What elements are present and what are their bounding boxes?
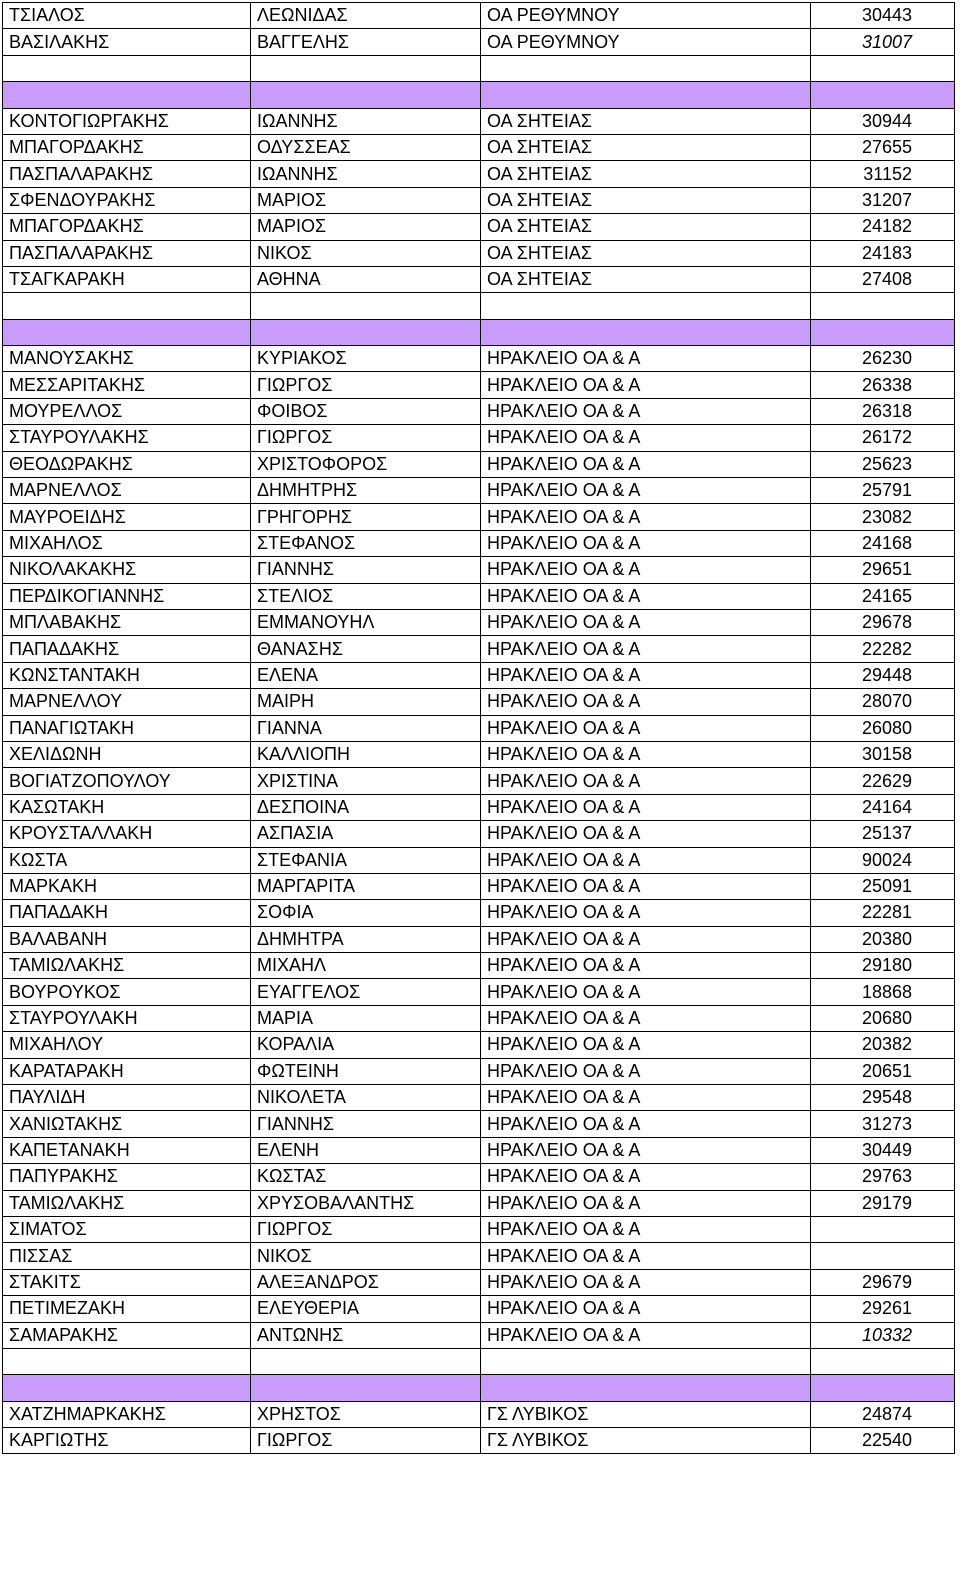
id-cell: 20380 bbox=[811, 926, 955, 952]
club-cell: ΗΡΑΚΛΕΙΟ ΟΑ & Α bbox=[481, 346, 811, 372]
club-cell: ΗΡΑΚΛΕΙΟ ΟΑ & Α bbox=[481, 715, 811, 741]
table-row bbox=[3, 372, 955, 398]
id-cell: 29651 bbox=[811, 557, 955, 583]
table-row bbox=[3, 821, 955, 847]
id-cell: 31007 bbox=[811, 29, 955, 55]
table-row bbox=[3, 1322, 955, 1348]
club-cell: ΗΡΑΚΛΕΙΟ ΟΑ & Α bbox=[481, 662, 811, 688]
club-cell: ΗΡΑΚΛΕΙΟ ΟΑ & Α bbox=[481, 398, 811, 424]
first-name-cell: ΣΟΦΙΑ bbox=[251, 900, 481, 926]
club-cell bbox=[481, 319, 811, 345]
club-cell: ΗΡΑΚΛΕΙΟ ΟΑ & Α bbox=[481, 583, 811, 609]
id-cell: 90024 bbox=[811, 847, 955, 873]
first-name-cell bbox=[251, 82, 481, 108]
club-cell: ΗΡΑΚΛΕΙΟ ΟΑ & Α bbox=[481, 741, 811, 767]
table-row bbox=[3, 768, 955, 794]
club-cell: ΗΡΑΚΛΕΙΟ ΟΑ & Α bbox=[481, 768, 811, 794]
id-cell bbox=[811, 1375, 955, 1401]
first-name-cell: ΓΙΑΝΝΗΣ bbox=[251, 557, 481, 583]
id-cell: 29448 bbox=[811, 662, 955, 688]
club-cell: ΗΡΑΚΛΕΙΟ ΟΑ & Α bbox=[481, 1058, 811, 1084]
table-row bbox=[3, 214, 955, 240]
first-name-cell: ΓΙΩΡΓΟΣ bbox=[251, 372, 481, 398]
first-name-cell: ΑΘΗΝΑ bbox=[251, 266, 481, 292]
table-row bbox=[3, 425, 955, 451]
surname-cell: ΝΙΚΟΛΑΚΑΚΗΣ bbox=[3, 557, 251, 583]
club-cell: ΗΡΑΚΛΕΙΟ ΟΑ & Α bbox=[481, 1216, 811, 1242]
table-row bbox=[3, 794, 955, 820]
club-cell: ΗΡΑΚΛΕΙΟ ΟΑ & Α bbox=[481, 504, 811, 530]
surname-cell: ΚΑΡΓΙΩΤΗΣ bbox=[3, 1428, 251, 1454]
first-name-cell: ΦΟΙΒΟΣ bbox=[251, 398, 481, 424]
id-cell: 26230 bbox=[811, 346, 955, 372]
first-name-cell: ΙΩΑΝΝΗΣ bbox=[251, 161, 481, 187]
surname-cell: ΠΑΣΠΑΛΑΡΑΚΗΣ bbox=[3, 240, 251, 266]
club-cell: ΗΡΑΚΛΕΙΟ ΟΑ & Α bbox=[481, 847, 811, 873]
table-row bbox=[3, 583, 955, 609]
table-row bbox=[3, 662, 955, 688]
surname-cell: ΚΩΝΣΤΑΝΤΑΚΗ bbox=[3, 662, 251, 688]
first-name-cell: ΟΔΥΣΣΕΑΣ bbox=[251, 134, 481, 160]
id-cell: 25623 bbox=[811, 451, 955, 477]
club-cell: ΗΡΑΚΛΕΙΟ ΟΑ & Α bbox=[481, 873, 811, 899]
surname-cell: ΜΑΡΚΑΚΗ bbox=[3, 873, 251, 899]
club-cell: ΗΡΑΚΛΕΙΟ ΟΑ & Α bbox=[481, 636, 811, 662]
first-name-cell bbox=[251, 55, 481, 81]
id-cell: 22282 bbox=[811, 636, 955, 662]
table-row bbox=[3, 715, 955, 741]
surname-cell: ΣΑΜΑΡΑΚΗΣ bbox=[3, 1322, 251, 1348]
club-cell bbox=[481, 55, 811, 81]
first-name-cell: ΓΡΗΓΟΡΗΣ bbox=[251, 504, 481, 530]
club-cell: ΗΡΑΚΛΕΙΟ ΟΑ & Α bbox=[481, 1137, 811, 1163]
id-cell bbox=[811, 1216, 955, 1242]
id-cell: 25137 bbox=[811, 821, 955, 847]
table-row bbox=[3, 1164, 955, 1190]
surname-cell: ΜΠΑΓΟΡΔΑΚΗΣ bbox=[3, 134, 251, 160]
id-cell: 29261 bbox=[811, 1296, 955, 1322]
club-cell: ΗΡΑΚΛΕΙΟ ΟΑ & Α bbox=[481, 926, 811, 952]
table-row bbox=[3, 1216, 955, 1242]
first-name-cell bbox=[251, 293, 481, 319]
table-row bbox=[3, 240, 955, 266]
id-cell: 30449 bbox=[811, 1137, 955, 1163]
group-separator-row bbox=[3, 319, 955, 345]
club-cell: ΟΑ ΣΗΤΕΙΑΣ bbox=[481, 266, 811, 292]
surname-cell: ΚΟΝΤΟΓΙΩΡΓΑΚΗΣ bbox=[3, 108, 251, 134]
table-row bbox=[3, 398, 955, 424]
first-name-cell: ΘΑΝΑΣΗΣ bbox=[251, 636, 481, 662]
table-row bbox=[3, 847, 955, 873]
id-cell bbox=[811, 1348, 955, 1374]
first-name-cell: ΧΡΙΣΤΟΦΟΡΟΣ bbox=[251, 451, 481, 477]
id-cell: 26318 bbox=[811, 398, 955, 424]
table-row bbox=[3, 689, 955, 715]
surname-cell: ΚΑΣΩΤΑΚΗ bbox=[3, 794, 251, 820]
id-cell: 26080 bbox=[811, 715, 955, 741]
surname-cell: ΒΟΥΡΟΥΚΟΣ bbox=[3, 979, 251, 1005]
club-cell: ΗΡΑΚΛΕΙΟ ΟΑ & Α bbox=[481, 794, 811, 820]
table-row bbox=[3, 1085, 955, 1111]
id-cell: 29179 bbox=[811, 1190, 955, 1216]
club-cell: ΗΡΑΚΛΕΙΟ ΟΑ & Α bbox=[481, 979, 811, 1005]
first-name-cell: ΑΛΕΞΑΝΔΡΟΣ bbox=[251, 1269, 481, 1295]
club-cell: ΗΡΑΚΛΕΙΟ ΟΑ & Α bbox=[481, 1243, 811, 1269]
id-cell: 20680 bbox=[811, 1005, 955, 1031]
surname-cell: ΣΤΑΥΡΟΥΛΑΚΗΣ bbox=[3, 425, 251, 451]
first-name-cell: ΚΥΡΙΑΚΟΣ bbox=[251, 346, 481, 372]
group-separator-row bbox=[3, 82, 955, 108]
club-cell: ΟΑ ΣΗΤΕΙΑΣ bbox=[481, 187, 811, 213]
id-cell: 29548 bbox=[811, 1085, 955, 1111]
table-row bbox=[3, 3, 955, 29]
surname-cell bbox=[3, 293, 251, 319]
first-name-cell: ΓΙΩΡΓΟΣ bbox=[251, 1216, 481, 1242]
table-row bbox=[3, 504, 955, 530]
id-cell: 24183 bbox=[811, 240, 955, 266]
club-cell: ΓΣ ΛΥΒΙΚΟΣ bbox=[481, 1401, 811, 1427]
surname-cell: ΜΑΡΝΕΛΛΟΥ bbox=[3, 689, 251, 715]
first-name-cell: ΕΜΜΑΝΟΥΗΛ bbox=[251, 609, 481, 635]
first-name-cell bbox=[251, 1375, 481, 1401]
first-name-cell: ΦΩΤΕΙΝΗ bbox=[251, 1058, 481, 1084]
athlete-table bbox=[2, 2, 955, 1454]
surname-cell: ΜΠΑΓΟΡΔΑΚΗΣ bbox=[3, 214, 251, 240]
table-row bbox=[3, 346, 955, 372]
club-cell bbox=[481, 1348, 811, 1374]
club-cell: ΗΡΑΚΛΕΙΟ ΟΑ & Α bbox=[481, 900, 811, 926]
surname-cell: ΠΑΠΑΔΑΚΗΣ bbox=[3, 636, 251, 662]
club-cell: ΗΡΑΚΛΕΙΟ ΟΑ & Α bbox=[481, 1322, 811, 1348]
id-cell bbox=[811, 1243, 955, 1269]
first-name-cell: ΕΛΕΝΑ bbox=[251, 662, 481, 688]
club-cell: ΟΑ ΡΕΘΥΜΝΟΥ bbox=[481, 29, 811, 55]
id-cell: 22540 bbox=[811, 1428, 955, 1454]
table-row bbox=[3, 557, 955, 583]
surname-cell: ΜΠΛΑΒΑΚΗΣ bbox=[3, 609, 251, 635]
club-cell: ΗΡΑΚΛΕΙΟ ΟΑ & Α bbox=[481, 821, 811, 847]
id-cell: 28070 bbox=[811, 689, 955, 715]
table-row bbox=[3, 873, 955, 899]
id-cell: 31273 bbox=[811, 1111, 955, 1137]
first-name-cell: ΚΑΛΛΙΟΠΗ bbox=[251, 741, 481, 767]
id-cell: 31152 bbox=[811, 161, 955, 187]
club-cell bbox=[481, 293, 811, 319]
surname-cell: ΤΑΜΙΩΛΑΚΗΣ bbox=[3, 1190, 251, 1216]
club-cell: ΟΑ ΣΗΤΕΙΑΣ bbox=[481, 240, 811, 266]
table-row bbox=[3, 953, 955, 979]
id-cell: 24165 bbox=[811, 583, 955, 609]
surname-cell: ΣΤΑΚΙΤΣ bbox=[3, 1269, 251, 1295]
id-cell: 25791 bbox=[811, 478, 955, 504]
first-name-cell: ΓΙΑΝΝΑ bbox=[251, 715, 481, 741]
blank-row bbox=[3, 1348, 955, 1374]
first-name-cell: ΕΥΑΓΓΕΛΟΣ bbox=[251, 979, 481, 1005]
club-cell: ΗΡΑΚΛΕΙΟ ΟΑ & Α bbox=[481, 1164, 811, 1190]
id-cell: 22629 bbox=[811, 768, 955, 794]
table-row bbox=[3, 1401, 955, 1427]
first-name-cell: ΕΛΕΥΘΕΡΙΑ bbox=[251, 1296, 481, 1322]
club-cell: ΟΑ ΣΗΤΕΙΑΣ bbox=[481, 161, 811, 187]
surname-cell: ΚΑΠΕΤΑΝΑΚΗ bbox=[3, 1137, 251, 1163]
table-row bbox=[3, 926, 955, 952]
surname-cell bbox=[3, 55, 251, 81]
id-cell: 27408 bbox=[811, 266, 955, 292]
table-row bbox=[3, 1058, 955, 1084]
surname-cell: ΜΕΣΣΑΡΙΤΑΚΗΣ bbox=[3, 372, 251, 398]
table-row bbox=[3, 187, 955, 213]
id-cell bbox=[811, 293, 955, 319]
first-name-cell: ΜΑΙΡΗ bbox=[251, 689, 481, 715]
id-cell: 30158 bbox=[811, 741, 955, 767]
surname-cell: ΤΣΙΑΛΟΣ bbox=[3, 3, 251, 29]
id-cell: 24182 bbox=[811, 214, 955, 240]
table-row bbox=[3, 979, 955, 1005]
club-cell: ΗΡΑΚΛΕΙΟ ΟΑ & Α bbox=[481, 372, 811, 398]
id-cell: 24168 bbox=[811, 530, 955, 556]
surname-cell: ΠΙΣΣΑΣ bbox=[3, 1243, 251, 1269]
first-name-cell bbox=[251, 319, 481, 345]
surname-cell: ΧΑΝΙΩΤΑΚΗΣ bbox=[3, 1111, 251, 1137]
first-name-cell: ΜΑΡΙΟΣ bbox=[251, 187, 481, 213]
id-cell: 29679 bbox=[811, 1269, 955, 1295]
table-row bbox=[3, 530, 955, 556]
club-cell: ΗΡΑΚΛΕΙΟ ΟΑ & Α bbox=[481, 1005, 811, 1031]
first-name-cell: ΝΙΚΟΣ bbox=[251, 240, 481, 266]
surname-cell: ΚΩΣΤΑ bbox=[3, 847, 251, 873]
first-name-cell: ΜΑΡΙΑ bbox=[251, 1005, 481, 1031]
club-cell: ΗΡΑΚΛΕΙΟ ΟΑ & Α bbox=[481, 530, 811, 556]
surname-cell: ΣΦΕΝΔΟΥΡΑΚΗΣ bbox=[3, 187, 251, 213]
table-row bbox=[3, 900, 955, 926]
club-cell: ΓΣ ΛΥΒΙΚΟΣ bbox=[481, 1428, 811, 1454]
id-cell bbox=[811, 82, 955, 108]
id-cell: 10332 bbox=[811, 1322, 955, 1348]
club-cell: ΗΡΑΚΛΕΙΟ ΟΑ & Α bbox=[481, 689, 811, 715]
table-row bbox=[3, 1005, 955, 1031]
surname-cell bbox=[3, 319, 251, 345]
surname-cell: ΒΑΛΑΒΑΝΗ bbox=[3, 926, 251, 952]
first-name-cell: ΜΑΡΙΟΣ bbox=[251, 214, 481, 240]
first-name-cell bbox=[251, 1348, 481, 1374]
club-cell bbox=[481, 82, 811, 108]
id-cell: 24164 bbox=[811, 794, 955, 820]
id-cell bbox=[811, 55, 955, 81]
surname-cell: ΣΙΜΑΤΟΣ bbox=[3, 1216, 251, 1242]
table-row bbox=[3, 29, 955, 55]
first-name-cell: ΣΤΕΦΑΝΙΑ bbox=[251, 847, 481, 873]
first-name-cell: ΒΑΓΓΕΛΗΣ bbox=[251, 29, 481, 55]
id-cell: 29763 bbox=[811, 1164, 955, 1190]
club-cell: ΗΡΑΚΛΕΙΟ ΟΑ & Α bbox=[481, 1190, 811, 1216]
id-cell: 22281 bbox=[811, 900, 955, 926]
first-name-cell: ΕΛΕΝΗ bbox=[251, 1137, 481, 1163]
table-row bbox=[3, 1243, 955, 1269]
surname-cell: ΠΕΤΙΜΕΖΑΚΗ bbox=[3, 1296, 251, 1322]
first-name-cell: ΝΙΚΟΛΕΤΑ bbox=[251, 1085, 481, 1111]
surname-cell: ΠΑΝΑΓΙΩΤΑΚΗ bbox=[3, 715, 251, 741]
id-cell: 31207 bbox=[811, 187, 955, 213]
first-name-cell: ΣΤΕΦΑΝΟΣ bbox=[251, 530, 481, 556]
id-cell: 29180 bbox=[811, 953, 955, 979]
surname-cell: ΜΙΧΑΗΛΟΥ bbox=[3, 1032, 251, 1058]
table-row bbox=[3, 108, 955, 134]
club-cell: ΗΡΑΚΛΕΙΟ ΟΑ & Α bbox=[481, 1085, 811, 1111]
table-row bbox=[3, 1032, 955, 1058]
club-cell: ΟΑ ΣΗΤΕΙΑΣ bbox=[481, 134, 811, 160]
table-row bbox=[3, 636, 955, 662]
surname-cell: ΒΟΓΙΑΤΖΟΠΟΥΛΟΥ bbox=[3, 768, 251, 794]
surname-cell: ΤΑΜΙΩΛΑΚΗΣ bbox=[3, 953, 251, 979]
first-name-cell: ΧΡΗΣΤΟΣ bbox=[251, 1401, 481, 1427]
surname-cell: ΚΑΡΑΤΑΡΑΚΗ bbox=[3, 1058, 251, 1084]
table-row bbox=[3, 134, 955, 160]
surname-cell: ΧΑΤΖΗΜΑΡΚΑΚΗΣ bbox=[3, 1401, 251, 1427]
surname-cell: ΠΑΠΥΡΑΚΗΣ bbox=[3, 1164, 251, 1190]
club-cell: ΗΡΑΚΛΕΙΟ ΟΑ & Α bbox=[481, 1111, 811, 1137]
club-cell: ΗΡΑΚΛΕΙΟ ΟΑ & Α bbox=[481, 1296, 811, 1322]
table-row bbox=[3, 609, 955, 635]
first-name-cell: ΓΙΩΡΓΟΣ bbox=[251, 1428, 481, 1454]
table-row bbox=[3, 266, 955, 292]
table-row bbox=[3, 1137, 955, 1163]
first-name-cell: ΜΑΡΓΑΡΙΤΑ bbox=[251, 873, 481, 899]
club-cell: ΗΡΑΚΛΕΙΟ ΟΑ & Α bbox=[481, 425, 811, 451]
id-cell: 27655 bbox=[811, 134, 955, 160]
surname-cell: ΣΤΑΥΡΟΥΛΑΚΗ bbox=[3, 1005, 251, 1031]
id-cell: 30443 bbox=[811, 3, 955, 29]
surname-cell: ΜΙΧΑΗΛΟΣ bbox=[3, 530, 251, 556]
id-cell: 26172 bbox=[811, 425, 955, 451]
club-cell: ΗΡΑΚΛΕΙΟ ΟΑ & Α bbox=[481, 478, 811, 504]
first-name-cell: ΚΟΡΑΛΙΑ bbox=[251, 1032, 481, 1058]
table-body bbox=[3, 3, 955, 1454]
id-cell: 20651 bbox=[811, 1058, 955, 1084]
surname-cell bbox=[3, 1348, 251, 1374]
id-cell: 20382 bbox=[811, 1032, 955, 1058]
id-cell: 24874 bbox=[811, 1401, 955, 1427]
table-row bbox=[3, 741, 955, 767]
surname-cell: ΜΟΥΡΕΛΛΟΣ bbox=[3, 398, 251, 424]
group-separator-row bbox=[3, 1375, 955, 1401]
id-cell: 18868 bbox=[811, 979, 955, 1005]
surname-cell: ΠΑΠΑΔΑΚΗ bbox=[3, 900, 251, 926]
first-name-cell: ΔΗΜΗΤΡΑ bbox=[251, 926, 481, 952]
blank-row bbox=[3, 293, 955, 319]
table-row bbox=[3, 451, 955, 477]
table-row bbox=[3, 1111, 955, 1137]
id-cell: 29678 bbox=[811, 609, 955, 635]
first-name-cell: ΛΕΩΝΙΔΑΣ bbox=[251, 3, 481, 29]
club-cell: ΟΑ ΣΗΤΕΙΑΣ bbox=[481, 214, 811, 240]
table-row bbox=[3, 1190, 955, 1216]
club-cell: ΗΡΑΚΛΕΙΟ ΟΑ & Α bbox=[481, 557, 811, 583]
surname-cell bbox=[3, 1375, 251, 1401]
blank-row bbox=[3, 55, 955, 81]
first-name-cell: ΣΤΕΛΙΟΣ bbox=[251, 583, 481, 609]
first-name-cell: ΝΙΚΟΣ bbox=[251, 1243, 481, 1269]
first-name-cell: ΔΕΣΠΟΙΝΑ bbox=[251, 794, 481, 820]
table-row bbox=[3, 478, 955, 504]
first-name-cell: ΜΙΧΑΗΛ bbox=[251, 953, 481, 979]
club-cell: ΟΑ ΡΕΘΥΜΝΟΥ bbox=[481, 3, 811, 29]
surname-cell: ΜΑΥΡΟΕΙΔΗΣ bbox=[3, 504, 251, 530]
first-name-cell: ΑΣΠΑΣΙΑ bbox=[251, 821, 481, 847]
club-cell: ΗΡΑΚΛΕΙΟ ΟΑ & Α bbox=[481, 609, 811, 635]
id-cell: 26338 bbox=[811, 372, 955, 398]
club-cell: ΗΡΑΚΛΕΙΟ ΟΑ & Α bbox=[481, 451, 811, 477]
table-row bbox=[3, 1428, 955, 1454]
surname-cell: ΘΕΟΔΩΡΑΚΗΣ bbox=[3, 451, 251, 477]
first-name-cell: ΧΡΥΣΟΒΑΛΑΝΤΗΣ bbox=[251, 1190, 481, 1216]
club-cell: ΗΡΑΚΛΕΙΟ ΟΑ & Α bbox=[481, 953, 811, 979]
first-name-cell: ΓΙΑΝΝΗΣ bbox=[251, 1111, 481, 1137]
surname-cell: ΠΑΥΛΙΔΗ bbox=[3, 1085, 251, 1111]
first-name-cell: ΓΙΩΡΓΟΣ bbox=[251, 425, 481, 451]
first-name-cell: ΙΩΑΝΝΗΣ bbox=[251, 108, 481, 134]
id-cell bbox=[811, 319, 955, 345]
surname-cell bbox=[3, 82, 251, 108]
surname-cell: ΠΕΡΔΙΚΟΓΙΑΝΝΗΣ bbox=[3, 583, 251, 609]
id-cell: 23082 bbox=[811, 504, 955, 530]
id-cell: 30944 bbox=[811, 108, 955, 134]
club-cell bbox=[481, 1375, 811, 1401]
surname-cell: ΤΣΑΓΚΑΡΑΚΗ bbox=[3, 266, 251, 292]
club-cell: ΗΡΑΚΛΕΙΟ ΟΑ & Α bbox=[481, 1032, 811, 1058]
club-cell: ΟΑ ΣΗΤΕΙΑΣ bbox=[481, 108, 811, 134]
id-cell: 25091 bbox=[811, 873, 955, 899]
club-cell: ΗΡΑΚΛΕΙΟ ΟΑ & Α bbox=[481, 1269, 811, 1295]
first-name-cell: ΧΡΙΣΤΙΝΑ bbox=[251, 768, 481, 794]
first-name-cell: ΚΩΣΤΑΣ bbox=[251, 1164, 481, 1190]
table-row bbox=[3, 1269, 955, 1295]
surname-cell: ΜΑΡΝΕΛΛΟΣ bbox=[3, 478, 251, 504]
table-row bbox=[3, 161, 955, 187]
table-row bbox=[3, 1296, 955, 1322]
surname-cell: ΜΑΝΟΥΣΑΚΗΣ bbox=[3, 346, 251, 372]
first-name-cell: ΔΗΜΗΤΡΗΣ bbox=[251, 478, 481, 504]
surname-cell: ΚΡΟΥΣΤΑΛΛΑΚΗ bbox=[3, 821, 251, 847]
surname-cell: ΧΕΛΙΔΩΝΗ bbox=[3, 741, 251, 767]
first-name-cell: ΑΝΤΩΝΗΣ bbox=[251, 1322, 481, 1348]
surname-cell: ΒΑΣΙΛΑΚΗΣ bbox=[3, 29, 251, 55]
surname-cell: ΠΑΣΠΑΛΑΡΑΚΗΣ bbox=[3, 161, 251, 187]
